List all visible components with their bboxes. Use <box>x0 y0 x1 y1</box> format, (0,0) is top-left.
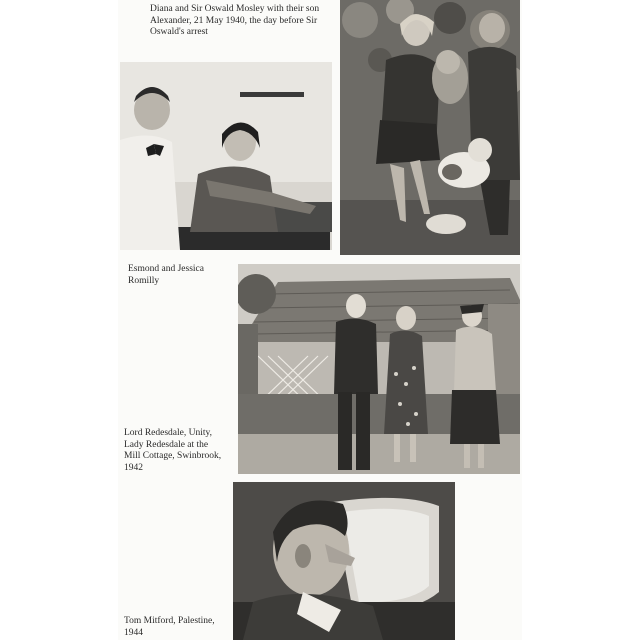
caption-romilly: Esmond and Jessica Romilly <box>128 264 204 286</box>
photo-esmond-jessica-romilly <box>120 62 332 250</box>
caption-redesdale: Lord Redesdale, Unity, Lady Redesdale at the Mill Cottage, Swinbrook, 1942 <box>124 428 222 473</box>
photo-redesdale-family <box>238 264 520 474</box>
photo-diana-oswald-mosley <box>340 0 520 255</box>
caption-mosley: Diana and Sir Oswald Mosley with their son Alexander, 21 May 1940, the day before Sir Oswald's arrest <box>150 4 320 37</box>
caption-mitford: Tom Mitford, Palestine, 1944 <box>124 616 215 638</box>
photo-tom-mitford <box>233 482 455 640</box>
